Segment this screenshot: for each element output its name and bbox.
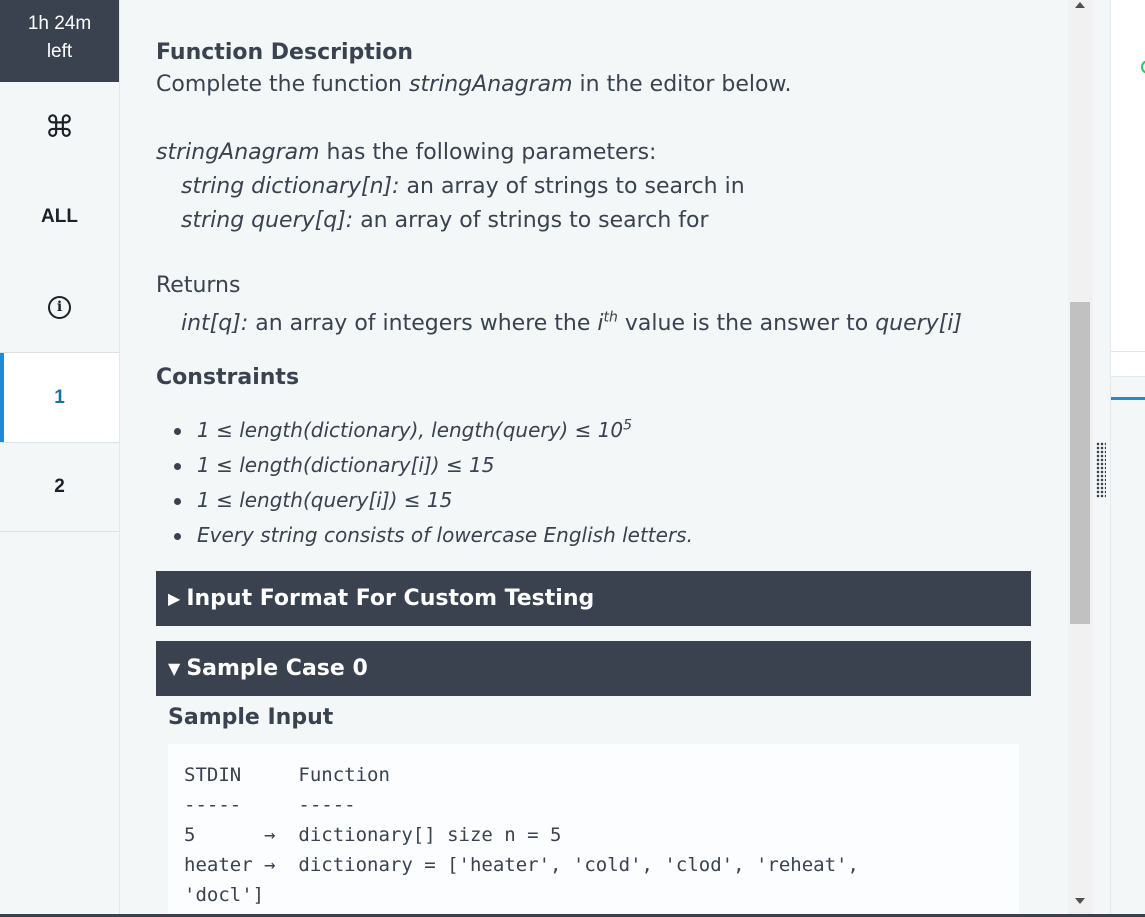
code-line: ----- -----	[184, 794, 356, 816]
code-line: 'docl']	[184, 884, 265, 906]
superscript-th: th	[603, 309, 618, 326]
scroll-down-arrow-icon[interactable]	[1075, 898, 1085, 904]
active-tab-indicator	[1111, 397, 1145, 400]
all-questions-button[interactable]	[0, 172, 119, 262]
text: an array of integers where the	[248, 311, 598, 336]
function-name: stringAnagram	[156, 140, 320, 165]
sample-case-0-toggle[interactable]	[156, 641, 1031, 696]
var-i: i	[597, 311, 604, 336]
timer-value: 1h 24m	[27, 13, 92, 34]
divider-line	[1111, 351, 1145, 352]
parameter-dictionary	[156, 170, 1031, 204]
timer-label: left	[46, 41, 73, 62]
text: Complete the function	[156, 72, 409, 97]
timer	[0, 0, 119, 82]
sample-case-label: Sample Case 0	[186, 656, 368, 681]
problem-body	[156, 38, 1031, 917]
param-name: string dictionary[n]:	[181, 174, 400, 199]
sample-input-code	[168, 744, 1019, 917]
function-name: stringAnagram	[408, 72, 573, 97]
editor-pane	[1110, 0, 1145, 917]
code-line: STDIN Function	[184, 764, 390, 786]
return-type: int[q]:	[181, 311, 249, 336]
param-desc: an array of strings to search in	[399, 174, 745, 199]
parameters-intro	[156, 136, 1031, 170]
sidebar-question-2[interactable]	[0, 442, 119, 532]
constraint-item: Every string consists of lowercase English letters.	[172, 518, 1031, 553]
command-icon: ⌘	[44, 109, 75, 145]
text: has the following parameters:	[319, 140, 657, 165]
code-line: heater → dictionary = ['heater', 'cold', 'clod', 'reheat',	[184, 854, 859, 876]
drag-grip-icon	[1096, 442, 1106, 498]
constraints-heading: Constraints	[156, 365, 300, 390]
param-name: string query[q]:	[181, 208, 354, 233]
returns-description	[156, 307, 1031, 341]
returns-heading: Returns	[156, 273, 241, 298]
constraints-list	[156, 413, 1031, 553]
parameter-query	[156, 204, 1031, 238]
pane-resize-handle[interactable]	[1093, 0, 1110, 917]
constraint-item: 1 ≤ length(dictionary[i]) ≤ 15	[172, 448, 1031, 483]
problem-pane	[120, 0, 1068, 917]
status-ring-icon	[1141, 60, 1145, 74]
left-sidebar	[0, 0, 120, 917]
shortcuts-button[interactable]	[0, 82, 119, 172]
sample-input-heading: Sample Input	[168, 705, 334, 730]
code-line: 5 → dictionary[] size n = 5	[184, 824, 562, 846]
editor-panel-band	[1111, 376, 1145, 917]
input-format-label: Input Format For Custom Testing	[186, 586, 595, 611]
info-icon: i	[48, 296, 71, 319]
input-format-toggle[interactable]	[156, 571, 1031, 626]
caret-down-icon: ▼	[168, 659, 181, 678]
function-description-text	[156, 68, 1031, 102]
sidebar-question-1[interactable]	[0, 352, 119, 442]
text: in the editor below.	[572, 72, 792, 97]
constraint-item	[172, 413, 1031, 448]
param-desc: an array of strings to search for	[353, 208, 709, 233]
text: 1 ≤ length(dictionary), length(query) ≤ 10	[197, 418, 624, 442]
all-questions-label: ALL	[41, 206, 78, 227]
content-scrollbar[interactable]	[1068, 0, 1093, 917]
query-ref: query[i]	[875, 311, 962, 336]
scrollbar-thumb[interactable]	[1070, 302, 1090, 624]
caret-right-icon: ▶	[168, 589, 181, 608]
exponent: 5	[623, 417, 633, 434]
constraint-item: 1 ≤ length(query[i]) ≤ 15	[172, 483, 1031, 518]
text: value is the answer to	[617, 311, 876, 336]
question-number: 1	[54, 386, 65, 408]
question-number: 2	[54, 476, 65, 497]
info-button[interactable]	[0, 262, 119, 352]
scroll-up-arrow-icon[interactable]	[1075, 2, 1085, 8]
function-description-heading: Function Description	[156, 40, 414, 65]
